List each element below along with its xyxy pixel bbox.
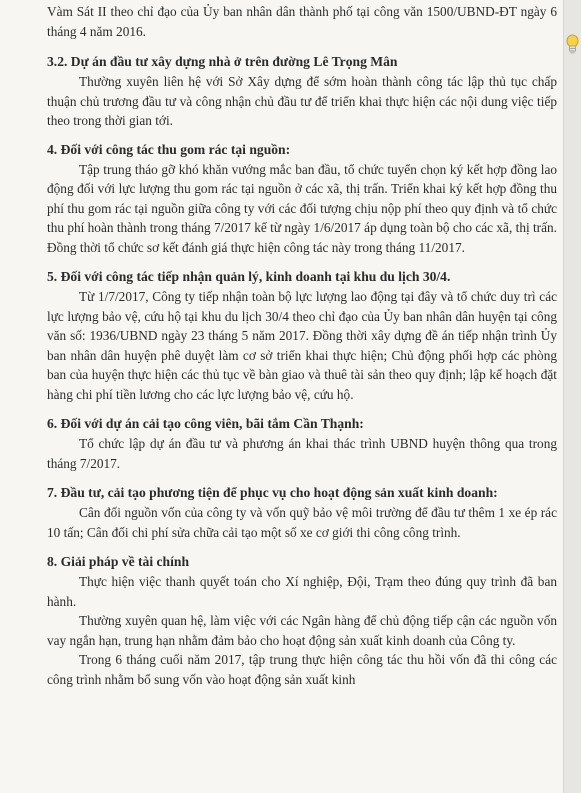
section-4-heading: 4. Đối với công tác thu gom rác tại nguồn: bbox=[47, 141, 291, 157]
section-6-body: Tổ chức lập dự án đầu tư và phương án khai thác trình UBND huyện thông qua trong tháng 7/2017. bbox=[47, 436, 557, 471]
page-edge-strip bbox=[563, 0, 581, 793]
intro-paragraph: Vàm Sát II theo chỉ đạo của Ủy ban nhân dân thành phố tại công văn 1500/UBND-ĐT ngày 6 tháng 4 năm 2016. bbox=[47, 4, 557, 39]
section-3-2-heading: 3.2. Dự án đầu tư xây dựng nhà ở trên đường Lê Trọng Mân bbox=[47, 54, 398, 69]
section-8-paragraph-1: Thực hiện việc thanh quyết toán cho Xí nghiệp, Đội, Trạm theo đúng quy trình đã ban hành. bbox=[47, 574, 557, 609]
section-6-heading: 6. Đối với dự án cải tạo công viên, bãi tắm Cần Thạnh: bbox=[47, 416, 364, 431]
section-7-heading: 7. Đầu tư, cải tạo phương tiện để phục vụ cho hoạt động sản xuất kinh doanh: bbox=[47, 485, 498, 500]
section-3-2-body: Thường xuyên liên hệ với Sở Xây dựng để sớm hoàn thành công tác lập thủ tục chấp thuận chủ trương đầu tư và công nhận chủ đầu tư để triển khai thực hiện các nội dung việc tiếp theo trong thời gian tới. bbox=[47, 74, 557, 128]
section-8-paragraph-3: Trong 6 tháng cuối năm 2017, tập trung thực hiện công tác thu hồi vốn đã thi công các công trình nhằm bổ sung vốn vào hoạt động sản xuất kinh bbox=[47, 652, 557, 687]
section-7-body: Cân đối nguồn vốn của công ty và vốn quỹ bảo vệ môi trường để đầu tư thêm 1 xe ép rác 10 tấn; Cân đối chi phí sửa chữa cải tạo một số xe cơ giới thi công công trình. bbox=[47, 505, 557, 540]
section-8-paragraph-2: Thường xuyên quan hệ, làm việc với các Ngân hàng để chủ động tiếp cận các nguồn vốn vay ngắn hạn, trung hạn nhằm đảm bảo cho hoạt động sản xuất kinh doanh của Công ty. bbox=[47, 613, 557, 648]
lightbulb-icon[interactable] bbox=[566, 34, 579, 56]
section-5-heading: 5. Đối với công tác tiếp nhận quản lý, kinh doanh tại khu du lịch 30/4. bbox=[47, 269, 451, 284]
section-4-body: Tập trung tháo gỡ khó khăn vướng mắc ban đầu, tổ chức tuyển chọn ký kết hợp đồng lao động đối với lực lượng thu gom rác tại nguồn ở các xã, thị trấn. Triển khai ký kết hợp đồng thu phí thu gom rác tại nguồn giữa công ty với các đối tượng chịu nộp phí theo quy định và tổ chức thu phí hoàn thành trong tháng 7/2017 kể từ ngày 1/6/2017 áp dụng toàn bộ cho các xã, thị trấn. Đồng thời tổ chức sơ kết đánh giá thực hiện công tác này trong tháng 11/2017. bbox=[47, 161, 557, 255]
section-5-body: Từ 1/7/2017, Công ty tiếp nhận toàn bộ lực lượng lao động tại đây và tổ chức duy trì các lực lượng bảo vệ, cứu hộ tại khu du lịch 30/4 theo chỉ đạo của Ủy ban nhân dân huyện tại công văn số: 1936/UBND ngày 23 tháng 5 năm 2017. Đồng thời xây dựng đề án tiếp nhận trình Ủy ban nhân dân huyện phê duyệt làm cơ sở triển khai thực hiện; Chủ động phối hợp các phòng ban của huyện thực hiện các thủ tục về bàn giao và thuê tài sản theo quy định; lập kế hoạch đặt hàng chi phí tiền lương cho các lực lượng bảo vệ, cứu hộ. bbox=[47, 289, 557, 402]
section-8-heading: 8. Giải pháp về tài chính bbox=[47, 554, 190, 569]
